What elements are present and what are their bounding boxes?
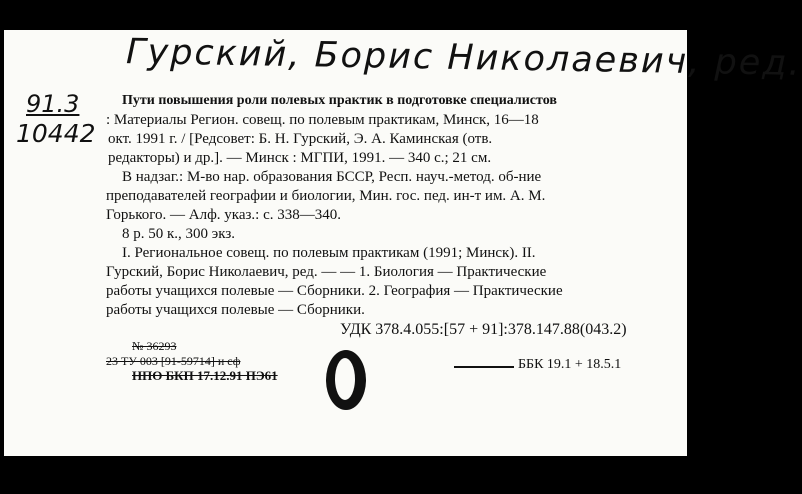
entry-line-2: : Материалы Регион. совещ. по полевым практикам, Минск, 16—18 — [106, 112, 539, 128]
bbk-classification: ББК 19.1 + 18.5.1 — [518, 357, 622, 372]
handwritten-shelf-mark-bottom: 10442 — [16, 119, 96, 148]
entry-line-7: Горького. — Алф. указ.: с. 338—340. — [106, 207, 342, 223]
ink-rule — [454, 366, 514, 368]
print-code: 23 ТУ 003 [91-59714] и сф — [106, 354, 241, 368]
entry-line-4: редакторы) и др.]. — Минск : МГПИ, 1991. — 340 с.; 21 см. — [108, 150, 492, 166]
udk-classification: УДК 378.4.055:[57 + 91]:378.147.88(043.2) — [340, 321, 627, 338]
record-number: № 36293 — [132, 339, 177, 353]
entry-title: Пути повышения роли полевых практик в подготовке специалистов — [122, 93, 557, 108]
entry-line-12: работы учащихся полевые — Сборники. — [106, 302, 365, 318]
entry-line-9: I. Региональное совещ. по полевым практикам (1991; Минск). II. — [122, 245, 536, 261]
entry-line-11: работы учащихся полевые — Сборники. 2. География — Практические — [106, 283, 563, 299]
handwritten-shelf-mark-top: 91.3 — [26, 90, 80, 118]
npo-stamp: НПО БКП 17.12.91 ПЭ61 — [132, 368, 278, 383]
entry-line-3: окт. 1991 г. / [Редсовет: Б. Н. Гурский, Э. А. Каминская (отв. — [108, 131, 493, 147]
card-punch-hole — [326, 350, 366, 410]
entry-line-10: Гурский, Борис Николаевич, ред. — — 1. Биология — Практические — [106, 264, 547, 280]
handwritten-author-note: Гурский, Борис Николаевич, ред. — [125, 32, 802, 84]
entry-line-5: В надзаг.: М-во нар. образования БССР, Респ. науч.-метод. об-ние — [122, 169, 542, 185]
scan-border-bottom — [4, 456, 687, 494]
entry-line-8: 8 р. 50 к., 300 экз. — [122, 226, 235, 242]
entry-line-6: преподавателей географии и биологии, Мин. гос. пед. ин-т им. А. М. — [106, 188, 546, 204]
